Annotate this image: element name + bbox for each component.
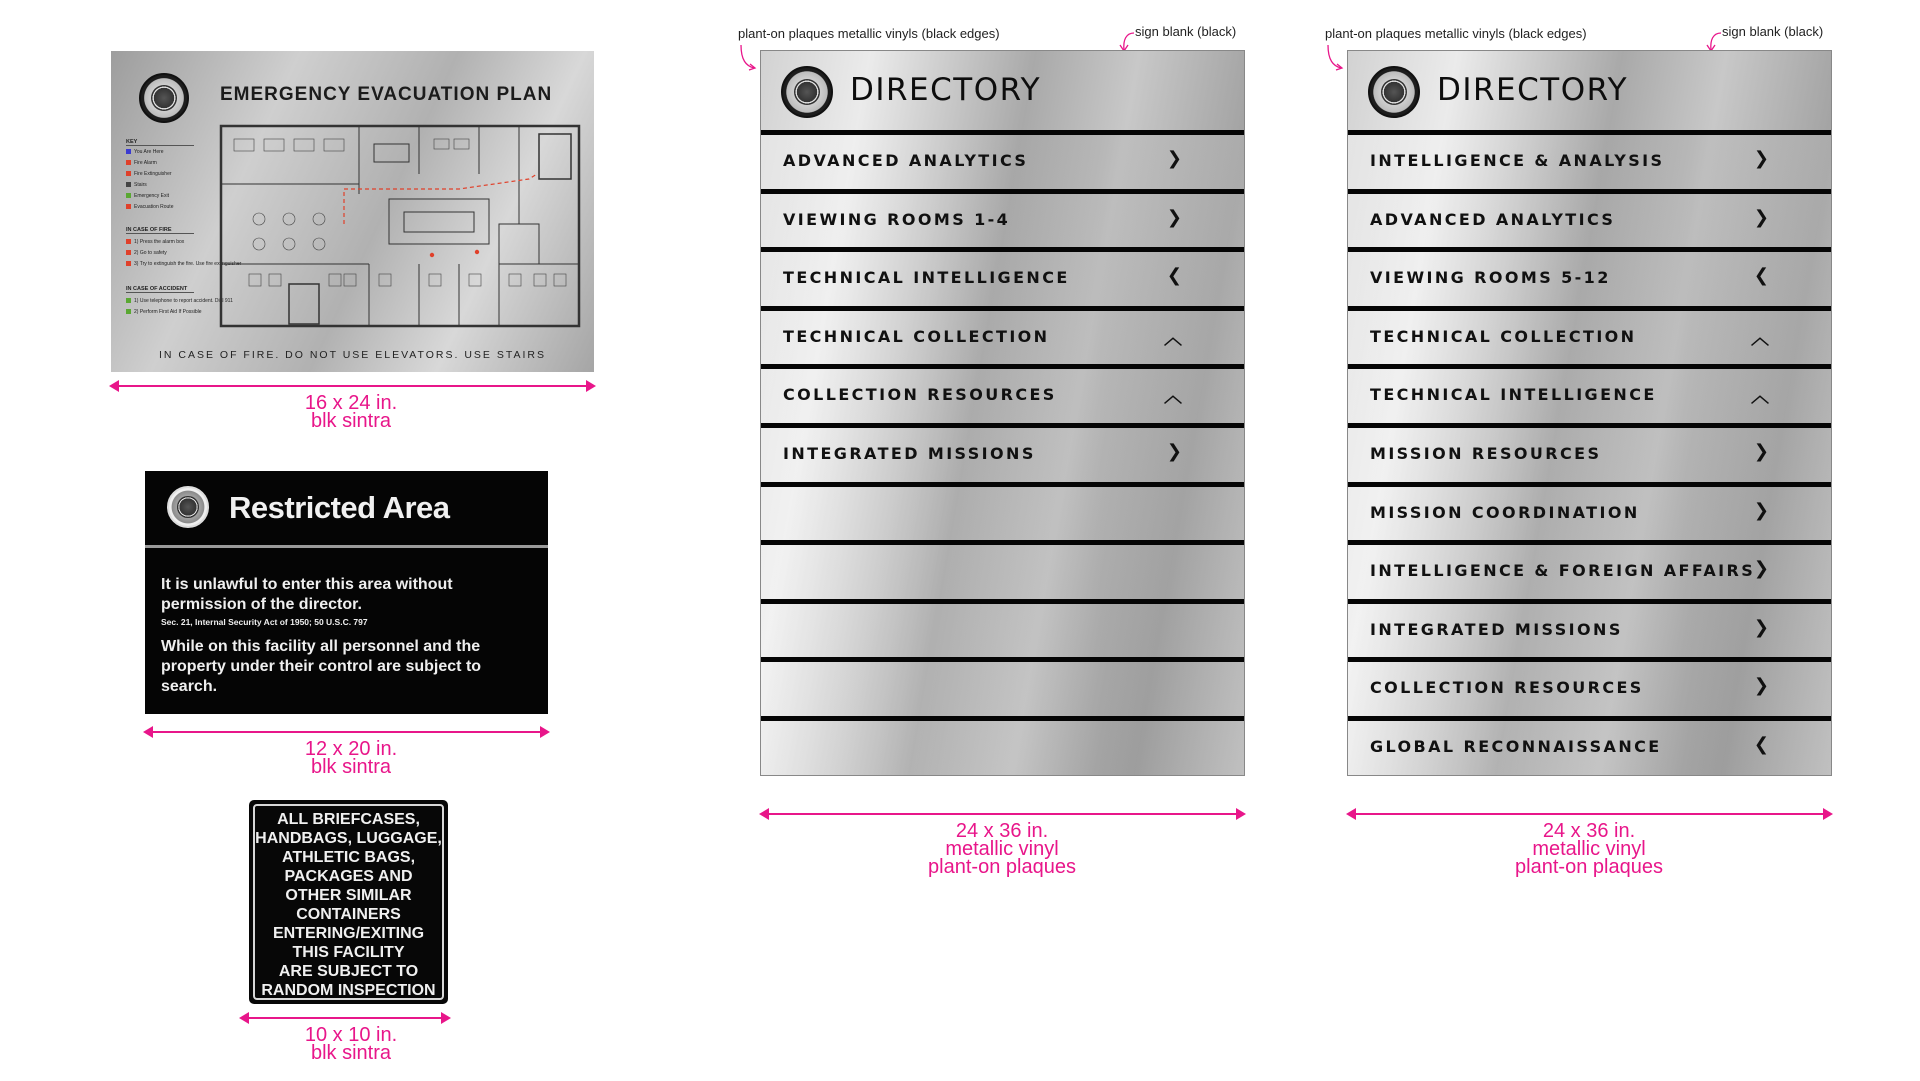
directory-sign-left	[761, 51, 1244, 775]
direction-arrow-icon: ❯	[1166, 148, 1182, 169]
directory-row	[1348, 423, 1831, 482]
direction-arrow-icon: ❯	[1753, 616, 1769, 638]
directory-row	[1348, 657, 1831, 716]
annotation-pointer-icon	[1325, 44, 1345, 72]
directory-row	[761, 306, 1244, 365]
legend-item	[126, 298, 233, 304]
plaques-annotation: plant-on plaques metallic vinyls (black edges)	[1325, 26, 1587, 41]
directory-row-label: ADVANCED ANALYTICS	[1370, 209, 1616, 229]
directory-title: DIRECTORY	[1437, 72, 1629, 108]
legend-divider	[126, 292, 194, 293]
direction-arrow-icon: ❯	[1753, 675, 1769, 697]
legend-item-label: 1) Use telephone to report accident. Dial 911	[134, 298, 233, 304]
direction-arrow-icon: ︿	[1751, 327, 1769, 349]
legend-key-heading: KEY	[126, 139, 138, 145]
legend-item	[126, 149, 164, 155]
directory-row-label: VIEWING ROOMS 5-12	[1370, 268, 1611, 288]
restricted-citation: Sec. 21, Internal Security Act of 1950; 50 U.S.C. 797	[161, 617, 368, 627]
legend-item	[126, 250, 167, 256]
directory-row-label: INTELLIGENCE & ANALYSIS	[1370, 151, 1665, 170]
directory-row	[761, 599, 1244, 658]
agency-seal-icon	[781, 66, 833, 118]
legend-item-label: 2) Go to safety	[134, 250, 167, 256]
directory-row	[1348, 716, 1831, 775]
direction-arrow-icon: ❮	[1166, 265, 1182, 287]
restricted-area-sign	[145, 471, 548, 714]
agency-seal-icon	[167, 486, 209, 528]
legend-item	[126, 193, 169, 199]
legend-item-label: Fire Alarm	[134, 160, 157, 166]
evacuation-dimension-line	[111, 380, 594, 392]
restricted-area-title: Restricted Area	[229, 490, 450, 525]
legend-item-label: 1) Press the alarm box	[134, 239, 185, 245]
directory-row	[1348, 130, 1831, 189]
briefcase-inspection-sign	[249, 800, 448, 1004]
restricted-dimension-line	[145, 726, 548, 738]
restricted-paragraph-1: It is unlawful to enter this area without permission of the director.	[161, 576, 453, 613]
directory-row	[761, 247, 1244, 306]
direction-arrow-icon: ❯	[1166, 441, 1182, 462]
briefcase-sign-text: ALL BRIEFCASES, HANDBAGS, LUGGAGE, ATHLETIC BAGS, PACKAGES AND OTHER SIMILAR CONTAINERS ENTERING/EXITING THIS FACILITY ARE SUBJECT TO RANDOM INSPECTION	[255, 811, 442, 999]
plaques-annotation: plant-on plaques metallic vinyls (black edges)	[738, 26, 1000, 41]
legend-item	[126, 160, 157, 166]
evacuation-plan-sign	[111, 51, 594, 372]
directory-row-label: TECHNICAL INTELLIGENCE	[783, 268, 1070, 288]
directory-row-label: COLLECTION RESOURCES	[783, 385, 1057, 405]
direction-arrow-icon: ︿	[1164, 386, 1182, 408]
legend-accident-heading: IN CASE OF ACCIDENT	[126, 286, 188, 292]
legend-item-label: Evacuation Route	[134, 204, 174, 210]
directory-row-label: MISSION COORDINATION	[1370, 502, 1640, 522]
legend-item	[126, 239, 184, 245]
briefcase-dimension-line	[241, 1012, 449, 1024]
direction-arrow-icon: ❯	[1753, 148, 1769, 169]
restricted-paragraph-2: While on this facility all personnel and the property under their control are subject to search.	[161, 638, 482, 695]
directory-row	[761, 540, 1244, 599]
legend-symbol-icon	[126, 298, 131, 303]
legend-item-label: Emergency Exit	[134, 193, 170, 199]
legend-symbol-icon	[126, 171, 131, 176]
blank-annotation: sign blank (black)	[1135, 24, 1237, 39]
legend-symbol-icon	[126, 182, 131, 187]
legend-item-label: Fire Extinguisher	[134, 171, 172, 177]
direction-arrow-icon: ❮	[1753, 734, 1769, 755]
legend-divider	[126, 233, 194, 234]
legend-item-label: You Are Here	[134, 149, 164, 155]
evacuation-plan-title: EMERGENCY EVACUATION PLAN	[220, 84, 553, 105]
floor-plan-drawing	[219, 124, 581, 329]
legend-item	[126, 204, 173, 210]
directory-left-dimension-caption: 24 x 36 in. metallic vinyl plant-on plaques	[928, 820, 1076, 878]
direction-arrow-icon: ❯	[1753, 206, 1769, 228]
directory-row-label: TECHNICAL COLLECTION	[1370, 326, 1637, 346]
legend-symbol-icon	[126, 250, 131, 255]
annotation-pointer-icon	[738, 44, 758, 72]
legend-symbol-icon	[126, 309, 131, 314]
directory-row-label: TECHNICAL COLLECTION	[783, 326, 1050, 346]
legend-item-label: 3) Try to extinguish the fire. Use fire extinguisher	[134, 261, 242, 267]
directory-row	[1348, 540, 1831, 599]
briefcase-dimension-caption: 10 x 10 in. blk sintra	[304, 1024, 398, 1064]
directory-sign-right	[1348, 51, 1831, 775]
directory-row	[761, 189, 1244, 248]
directory-row-label: COLLECTION RESOURCES	[1370, 678, 1644, 698]
legend-fire-heading: IN CASE OF FIRE	[126, 227, 172, 233]
directory-row	[1348, 599, 1831, 658]
direction-arrow-icon: ❯	[1166, 206, 1182, 228]
directory-row	[761, 657, 1244, 716]
legend-symbol-icon	[126, 239, 131, 244]
directory-row-label: GLOBAL RECONNAISSANCE	[1370, 737, 1662, 756]
legend-symbol-icon	[126, 160, 131, 165]
direction-arrow-icon: ︿	[1751, 386, 1769, 408]
agency-seal-icon	[1368, 66, 1420, 118]
directory-row-label: MISSION RESOURCES	[1370, 444, 1602, 463]
legend-symbol-icon	[126, 149, 131, 154]
directory-title: DIRECTORY	[850, 72, 1042, 108]
directory-row-label: INTEGRATED MISSIONS	[783, 444, 1036, 463]
restricted-dimension-caption: 12 x 20 in. blk sintra	[304, 738, 398, 778]
directory-row	[1348, 482, 1831, 541]
evacuation-plan-footer: IN CASE OF FIRE. DO NOT USE ELEVATORS. USE STAIRS	[158, 349, 546, 361]
directory-row-label: VIEWING ROOMS 1-4	[783, 209, 1011, 229]
direction-arrow-icon: ❯	[1753, 441, 1769, 462]
directory-right-dimension-caption: 24 x 36 in. metallic vinyl plant-on plaques	[1515, 820, 1663, 878]
directory-row	[1348, 247, 1831, 306]
directory-row	[761, 716, 1244, 775]
direction-arrow-icon: ︿	[1164, 327, 1182, 349]
evacuation-dimension-caption: 16 x 24 in. blk sintra	[304, 392, 398, 432]
legend-item-label: 2) Perform First Aid If Possible	[134, 309, 202, 315]
legend-item-label: Stairs	[134, 182, 147, 188]
legend-symbol-icon	[126, 193, 131, 198]
legend-item	[126, 182, 147, 188]
blank-annotation: sign blank (black)	[1722, 24, 1824, 39]
directory-row-label: TECHNICAL INTELLIGENCE	[1370, 385, 1657, 405]
directory-row	[761, 130, 1244, 189]
directory-row	[761, 423, 1244, 482]
legend-symbol-icon	[126, 261, 131, 266]
directory-row	[1348, 189, 1831, 248]
briefcase-sign-border	[253, 804, 444, 1000]
legend-symbol-icon	[126, 204, 131, 209]
legend-divider	[126, 145, 194, 146]
agency-seal-icon	[139, 73, 189, 123]
direction-arrow-icon: ❮	[1753, 265, 1769, 287]
directory-row-label: ADVANCED ANALYTICS	[783, 151, 1029, 170]
direction-arrow-icon: ❯	[1753, 499, 1769, 521]
direction-arrow-icon: ❯	[1753, 558, 1769, 580]
directory-row	[1348, 364, 1831, 423]
legend-item	[126, 309, 202, 315]
legend-item	[126, 171, 172, 177]
directory-row	[761, 364, 1244, 423]
restricted-area-divider	[145, 545, 548, 548]
directory-right-dimension-line	[1348, 808, 1831, 820]
directory-row-label: INTELLIGENCE & FOREIGN AFFAIRS	[1370, 561, 1756, 581]
directory-left-dimension-line	[761, 808, 1244, 820]
directory-row-label: INTEGRATED MISSIONS	[1370, 619, 1623, 639]
directory-row	[1348, 306, 1831, 365]
directory-row	[761, 482, 1244, 541]
